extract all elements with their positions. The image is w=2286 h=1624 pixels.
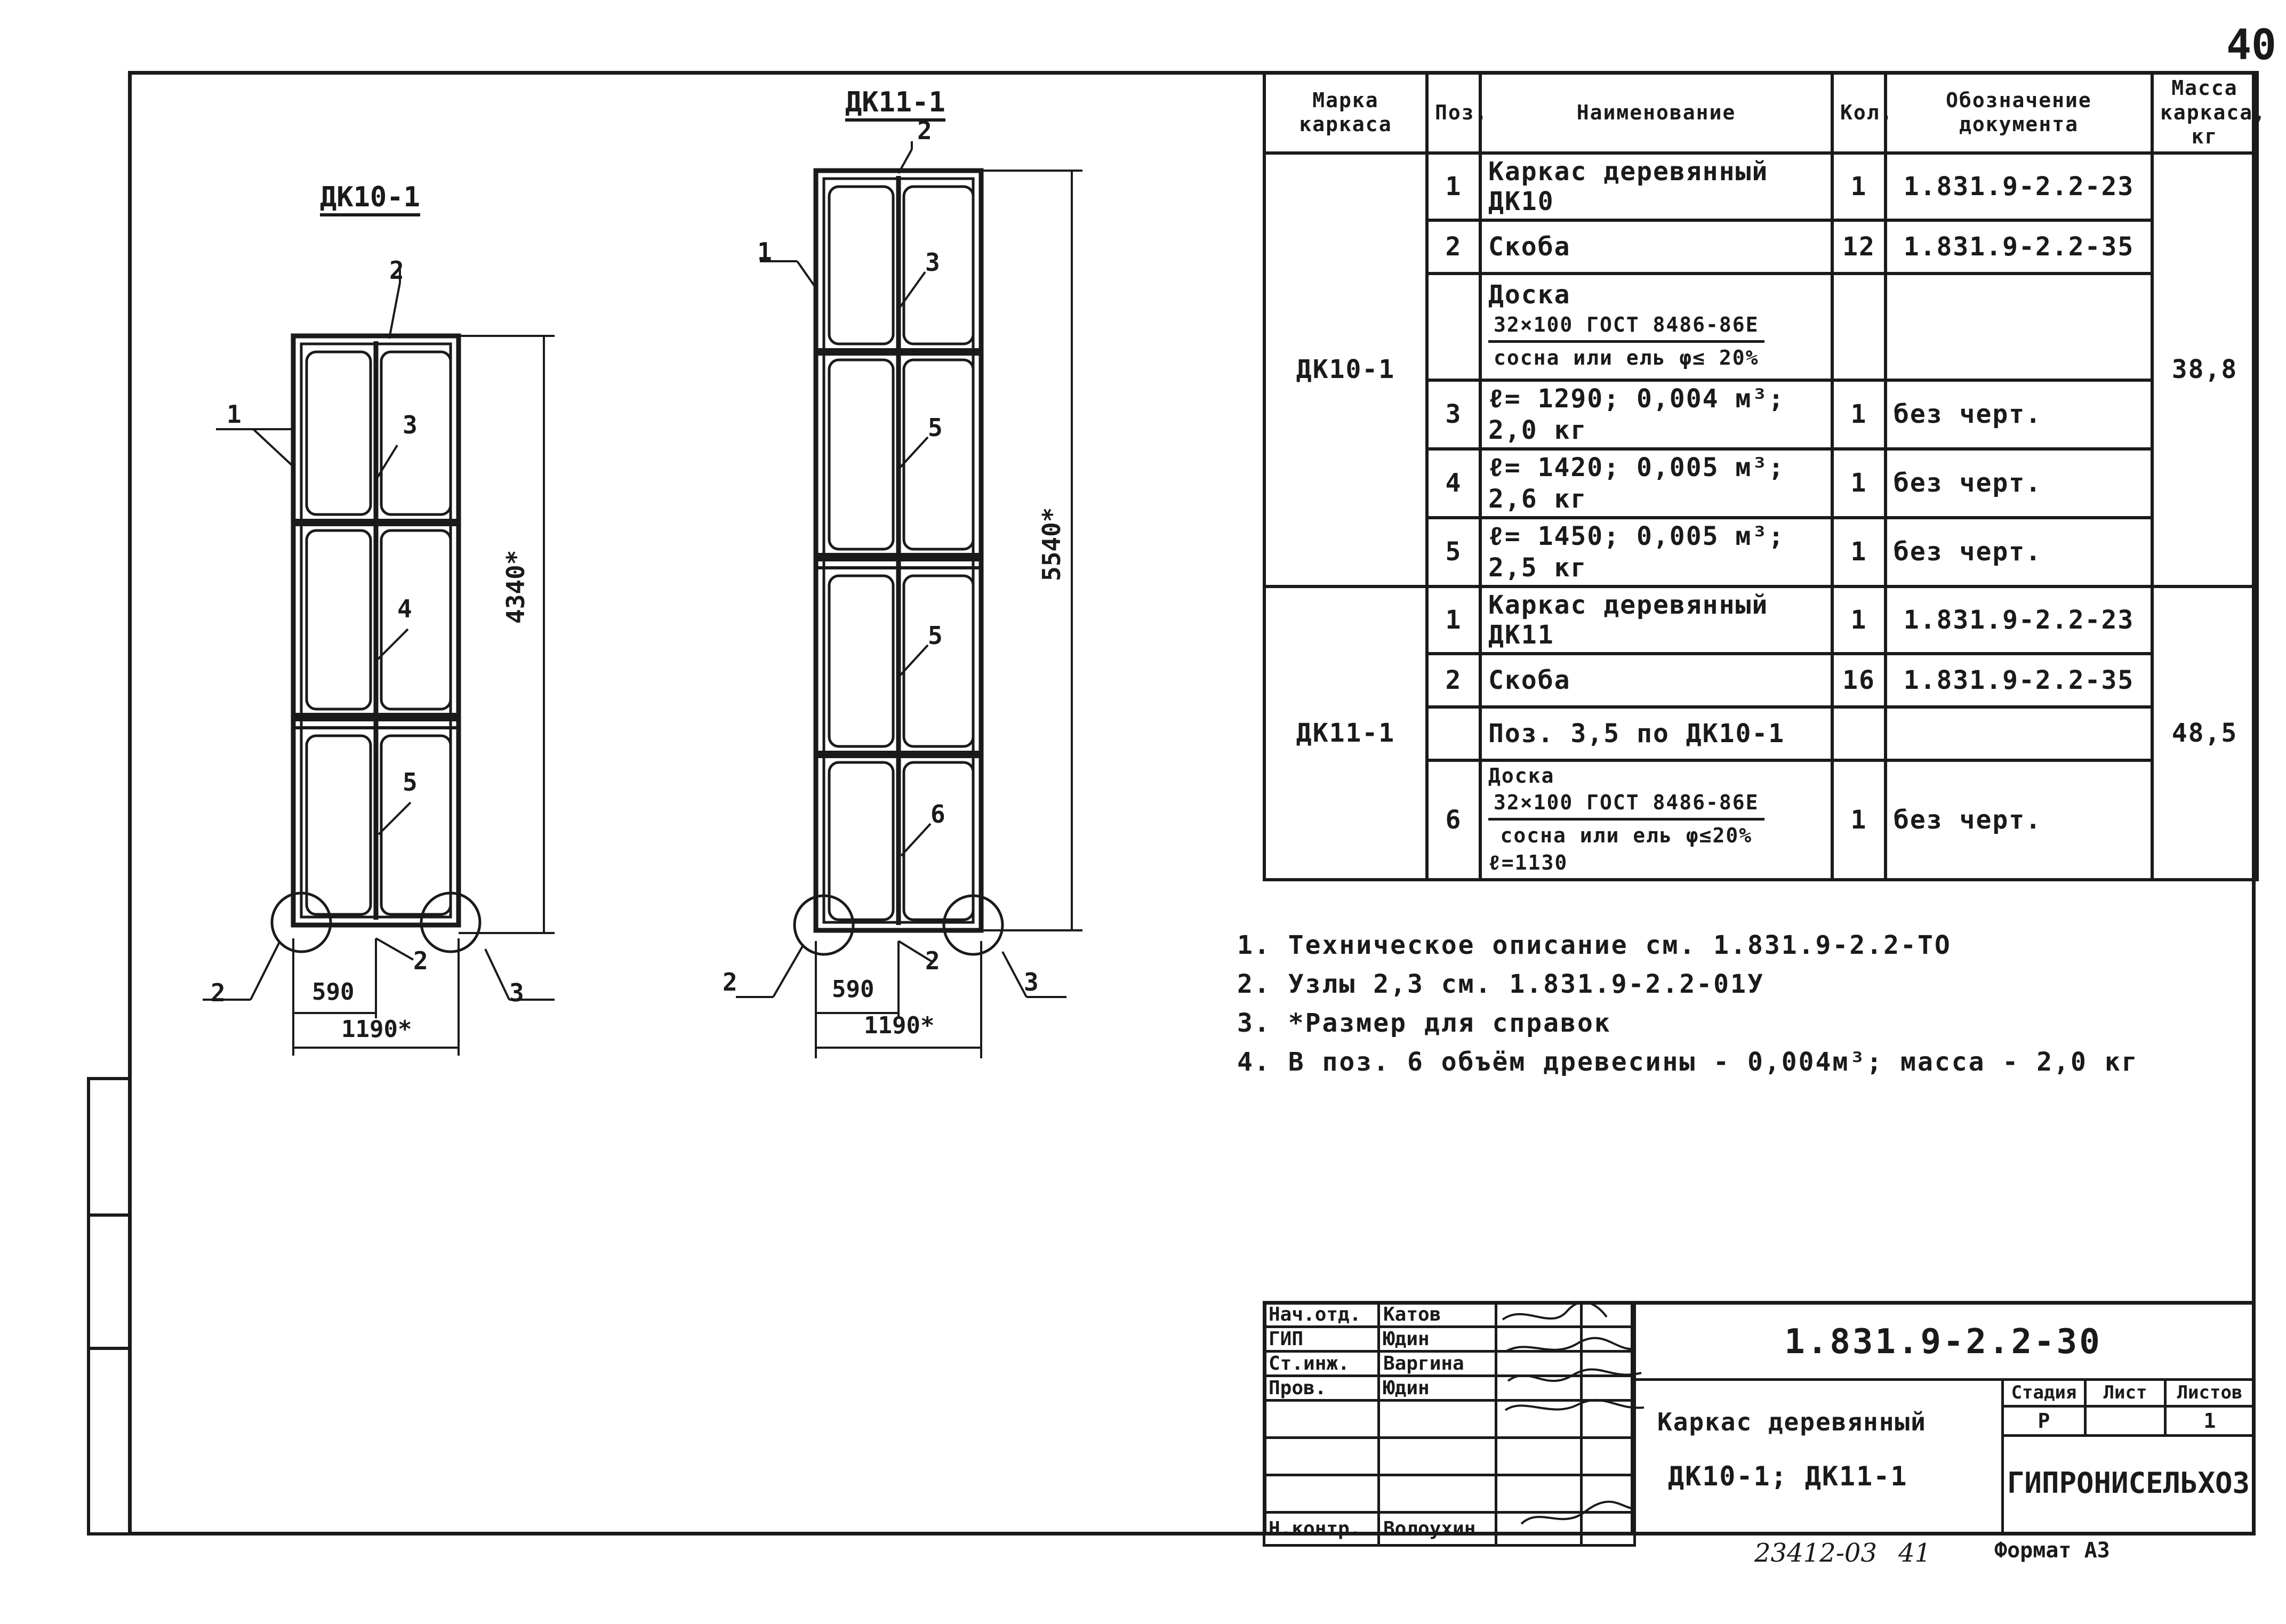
cell-name: ℓ= 1290; 0,004 м³; 2,0 кг: [1480, 380, 1832, 449]
inventory-number: 23412-03: [1754, 1538, 1877, 1568]
dk11-callout-5-upper: 5: [928, 413, 943, 442]
header-mass: Масса каркаса, кг: [2152, 73, 2257, 153]
sheet-serial: 41: [1898, 1538, 1931, 1568]
dk11-half-dim: 590: [832, 976, 875, 1003]
board-fraction-numerator: 32×100 ГОСТ 8486-86Е: [1488, 310, 1764, 343]
approval-name: Катов: [1379, 1303, 1496, 1327]
board-length: ℓ=1130: [1488, 850, 1568, 874]
header-name: Наименование: [1480, 73, 1832, 153]
cell-qty: 16: [1832, 654, 1886, 707]
cell-qty: 1: [1832, 449, 1886, 518]
note-3: 3. *Размер для справок: [1237, 1008, 1611, 1038]
approval-role: [1264, 1438, 1379, 1475]
cell-name: ℓ= 1450; 0,005 м³; 2,5 кг: [1480, 518, 1832, 586]
dk10-callout-3: 3: [403, 411, 418, 439]
cell-pos: 2: [1427, 220, 1480, 274]
cell-pos: 1: [1427, 586, 1480, 654]
title-line-2: ДК10-1; ДК11-1: [1668, 1461, 1908, 1492]
header-doc: Обозначение документа: [1886, 73, 2152, 153]
cell-pos: [1427, 274, 1480, 380]
cell-doc: без черт.: [1886, 760, 2152, 880]
dk10-callout-5: 5: [403, 768, 418, 797]
group1-mass: 38,8: [2152, 153, 2257, 586]
doc-code: 1.831.9-2.2-30: [1784, 1322, 2102, 1362]
header-pos: Поз.: [1427, 73, 1480, 153]
cell-name: Скоба: [1480, 220, 1832, 274]
group2-mass: 48,5: [2152, 586, 2257, 880]
dk10-callout-4: 4: [397, 594, 412, 623]
dk10-callout-2-bottom: 2: [413, 946, 428, 975]
approval-name: [1379, 1475, 1496, 1513]
paper-format: Формат А3: [1994, 1538, 2110, 1563]
dk11-width-dim: 1190*: [864, 1012, 935, 1039]
note-2: 2. Узлы 2,3 см. 1.831.9-2.2-01У: [1237, 969, 1764, 999]
cell-doc: без черт.: [1886, 380, 2152, 449]
cell-name: Поз. 3,5 по ДК10-1: [1480, 707, 1832, 760]
group2-mark: ДК11-1: [1264, 586, 1427, 880]
spec-header-row: [1264, 73, 2257, 153]
cell-qty: 1: [1832, 586, 1886, 654]
dk11-callout-6: 6: [931, 800, 945, 829]
cell-name: ℓ= 1420; 0,005 м³; 2,6 кг: [1480, 449, 1832, 518]
dk10-callout-2-left: 2: [211, 978, 226, 1007]
cell-doc: без черт.: [1886, 449, 2152, 518]
board-label: Доска: [1488, 763, 1555, 787]
header-qty: Кол.: [1832, 73, 1886, 153]
stage-value: Р: [2038, 1409, 2050, 1433]
dk11-callout-3: 3: [925, 248, 940, 277]
dk11-height-dim: 5540*: [1037, 507, 1066, 581]
sheets-value: 1: [2203, 1409, 2216, 1433]
cell-qty: 1: [1832, 760, 1886, 880]
title-line-1: Каркас деревянный: [1657, 1408, 1927, 1436]
dk10-title: ДК10-1: [320, 181, 420, 216]
approval-role: Ст.инж.: [1264, 1352, 1379, 1376]
approval-role: [1264, 1401, 1379, 1438]
board-fraction-denominator: сосна или ель φ≤ 20%: [1494, 346, 1759, 370]
title-block: [1263, 1301, 2256, 1540]
group1-mark: ДК10-1: [1264, 153, 1427, 586]
sheets-label: Листов: [2177, 1382, 2243, 1403]
approval-role: Нач.отд.: [1264, 1303, 1379, 1327]
approval-role: [1264, 1475, 1379, 1513]
cell-name: Каркас деревянный ДК11: [1480, 586, 1832, 654]
dk11-callout-2-top: 2: [917, 116, 932, 145]
board-fraction-denominator: сосна или ель φ≤20%: [1500, 823, 1753, 847]
dk11-callout-3-right: 3: [1024, 968, 1039, 996]
approval-role: Пров.: [1264, 1376, 1379, 1401]
cell-qty: 1: [1832, 153, 1886, 220]
note-4: 4. В поз. 6 объём древесины - 0,004м³; масса - 2,0 кг: [1237, 1047, 2139, 1077]
sheet-label: Лист: [2103, 1382, 2147, 1403]
cell-qty: 1: [1832, 518, 1886, 586]
approval-role: ГИП: [1264, 1327, 1379, 1352]
cell-qty: 1: [1832, 380, 1886, 449]
cell-doc: 1.831.9-2.2-35: [1886, 654, 2152, 707]
spec-row: [1264, 153, 2257, 220]
cell-pos: 1: [1427, 153, 1480, 220]
approval-name: Волоухин: [1379, 1513, 1496, 1546]
spec-row: [1264, 586, 2257, 654]
specification-table: [1263, 71, 2267, 881]
sheet-cell: [2084, 1405, 2167, 1437]
dk10-half-dim: 590: [312, 978, 355, 1006]
cell-name: Каркас деревянный ДК10: [1480, 153, 1832, 220]
binding-strip: [87, 1077, 128, 1535]
cell-qty: [1832, 707, 1886, 760]
stage-label: Стадия: [2011, 1382, 2077, 1403]
cell-doc: [1886, 707, 2152, 760]
note-1: 1. Техническое описание см. 1.831.9-2.2-ТО: [1237, 930, 1952, 960]
approval-name: [1379, 1438, 1496, 1475]
dk10-width-dim: 1190*: [341, 1016, 412, 1043]
board-fraction-numerator: 32×100 ГОСТ 8486-86Е: [1488, 787, 1764, 821]
cell-qty: [1832, 274, 1886, 380]
cell-pos: 6: [1427, 760, 1480, 880]
board-label: Доска: [1488, 280, 1571, 310]
cell-name: Скоба: [1480, 654, 1832, 707]
dk11-callout-5-lower: 5: [928, 621, 943, 650]
cell-doc: 1.831.9-2.2-35: [1886, 220, 2152, 274]
cell-name-board: [1480, 274, 1832, 380]
board-fraction: [1488, 310, 1764, 373]
dk10-callout-2-top: 2: [389, 256, 404, 285]
organization-name: ГИПРОНИСЕЛЬХОЗ: [2007, 1466, 2250, 1500]
dk10-frame-drawing: [203, 256, 587, 1066]
cell-doc: 1.831.9-2.2-23: [1886, 153, 2152, 220]
cell-doc: 1.831.9-2.2-23: [1886, 586, 2152, 654]
cell-pos: 4: [1427, 449, 1480, 518]
dk11-callout-1: 1: [757, 237, 772, 266]
approval-role: Н.контр.: [1264, 1513, 1379, 1546]
cell-pos: 5: [1427, 518, 1480, 586]
dk10-height-dim: 4340*: [501, 550, 530, 624]
page-number: 40: [2226, 21, 2276, 69]
cell-pos: [1427, 707, 1480, 760]
signature-scribbles: [1492, 1301, 1652, 1535]
cell-pos: 3: [1427, 380, 1480, 449]
cell-name-board: [1480, 760, 1832, 880]
dk10-callout-3-right: 3: [509, 978, 524, 1007]
dk11-title: ДК11-1: [845, 86, 945, 122]
cell-doc: без черт.: [1886, 518, 2152, 586]
title-cell: [1631, 1378, 2004, 1535]
approval-name: [1379, 1401, 1496, 1438]
cell-doc: [1886, 274, 2152, 380]
approval-name: Юдин: [1379, 1327, 1496, 1352]
approval-name: Юдин: [1379, 1376, 1496, 1401]
dk11-frame-drawing: [736, 117, 1173, 1066]
dk10-callout-1: 1: [227, 400, 242, 429]
approval-name: Варгина: [1379, 1352, 1496, 1376]
cell-pos: 2: [1427, 654, 1480, 707]
dk11-callout-2-bottom: 2: [925, 946, 940, 975]
cell-qty: 12: [1832, 220, 1886, 274]
header-mark: Марка каркаса: [1264, 73, 1427, 153]
dk11-callout-2-left: 2: [723, 968, 737, 996]
board-fraction: [1488, 787, 1764, 851]
